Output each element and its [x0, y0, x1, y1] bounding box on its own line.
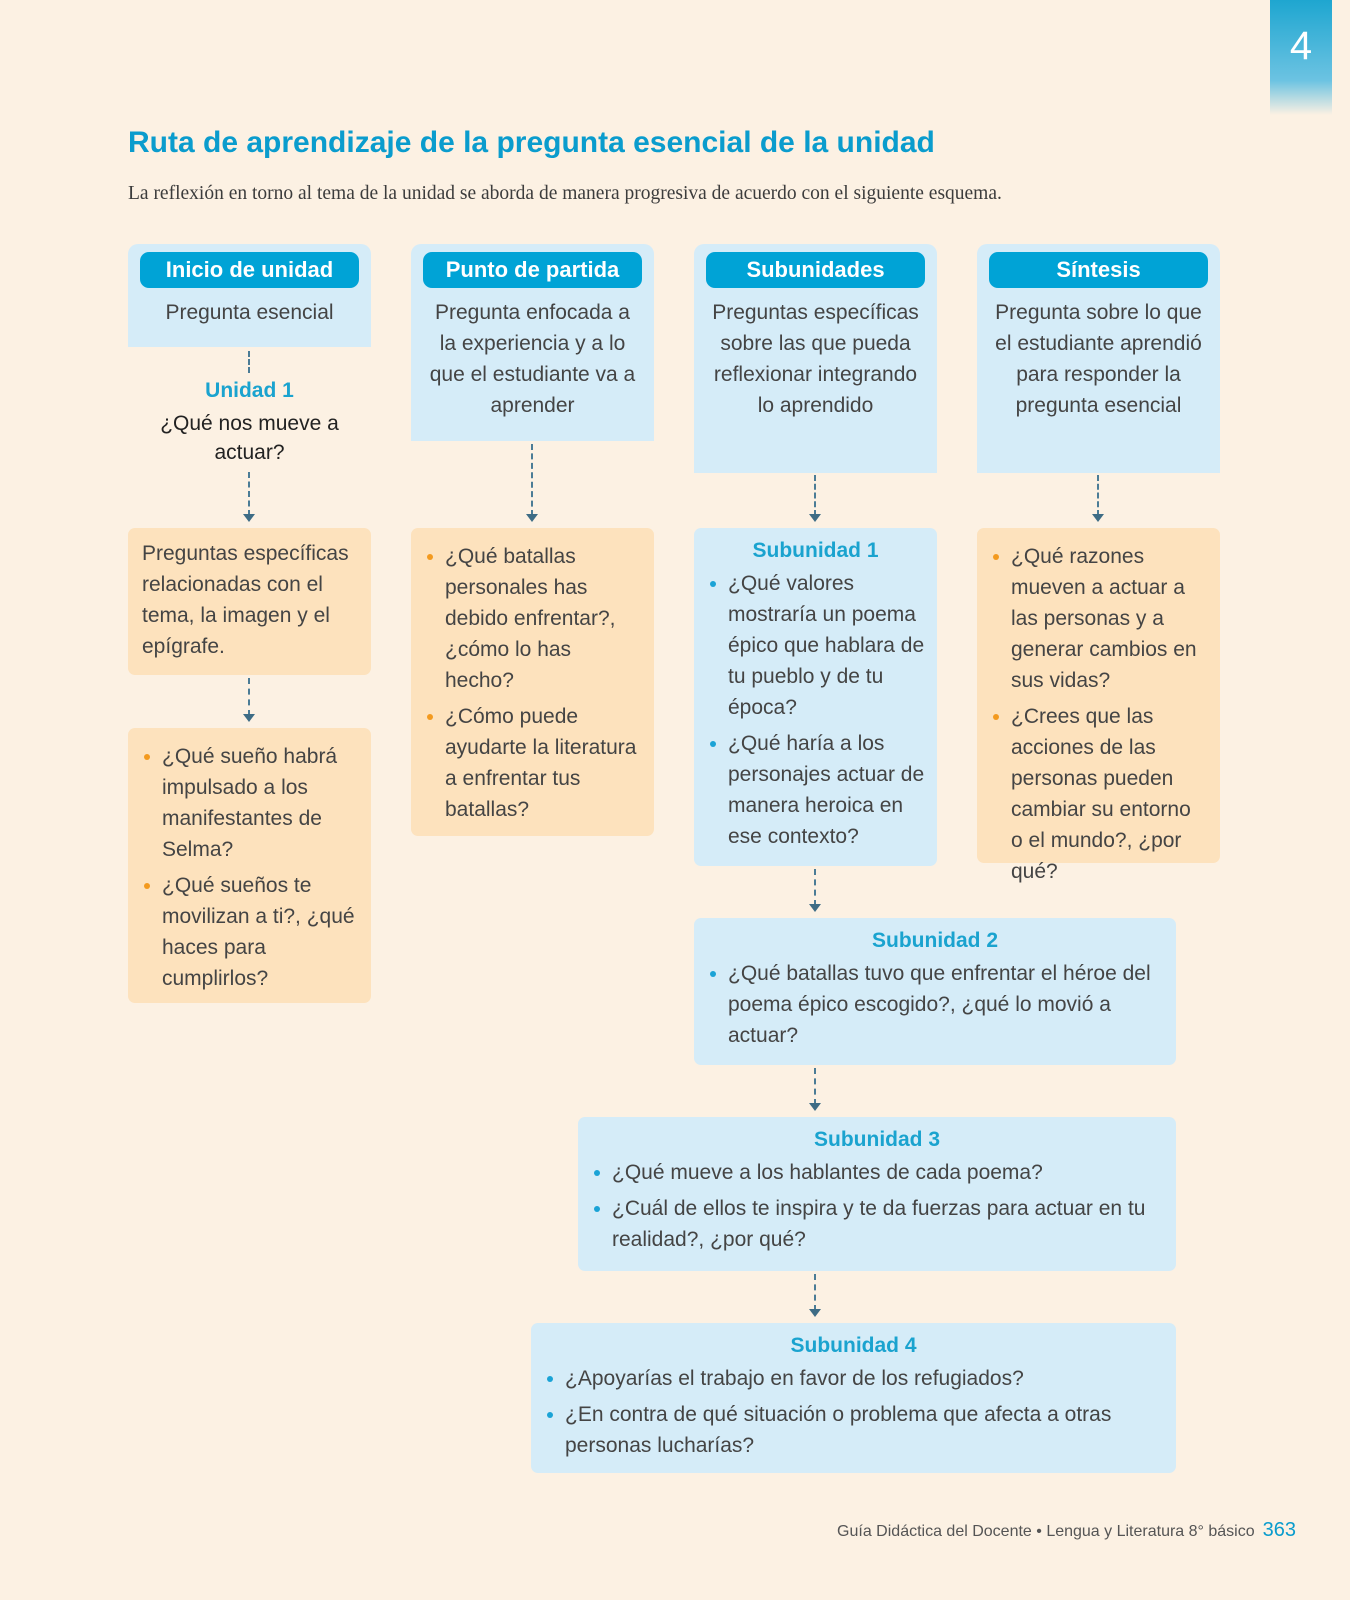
subunidad-1-list	[694, 565, 937, 852]
pill-partida: Punto de partida	[423, 252, 642, 288]
list-item: ¿Crees que las acciones de las personas pueden cambiar su entorno o el mundo?, ¿por qué?	[993, 701, 1208, 887]
subunidad-1-box	[694, 528, 937, 866]
inicio-question-list	[128, 728, 371, 994]
list-item: ¿Qué batallas tuvo que enfrentar el héroe del poema épico escogido?, ¿qué lo movió a actuar?	[710, 958, 1164, 1051]
inicio-specific-text: Preguntas específicas relacionadas con el tema, la imagen y el epígrafe.	[142, 542, 349, 658]
intro-text: La reflexión en torno al tema de la unidad se aborda de manera progresiva de acuerdo con el siguiente esquema.	[128, 183, 1002, 204]
subunidad-1-title: Subunidad 1	[752, 539, 879, 562]
inicio-specific-box	[128, 528, 371, 675]
list-item: ¿Cuál de ellos te inspira y te da fuerzas para actuar en tu realidad?, ¿por qué?	[594, 1193, 1164, 1255]
footer-text: Guía Didáctica del Docente • Lengua y Literatura 8° básico	[837, 1523, 1255, 1540]
subunidad-2-list	[694, 955, 1176, 1051]
connector-arrow	[526, 444, 538, 522]
list-item: ¿Qué valores mostraría un poema épico que hablara de tu pueblo y de tu época?	[710, 568, 925, 723]
pill-sintesis: Síntesis	[989, 252, 1208, 288]
list-item: ¿Qué batallas personales has debido enfrentar?, ¿cómo lo has hecho?	[427, 541, 642, 696]
subunidad-3-list	[578, 1154, 1176, 1255]
column-header-subunidades	[694, 244, 937, 473]
list-item: ¿Qué mueve a los hablantes de cada poema?	[594, 1157, 1164, 1188]
subunidad-3-box	[578, 1117, 1176, 1271]
connector-arrow	[243, 678, 255, 722]
subunidad-4-list	[531, 1360, 1176, 1461]
list-item: ¿Qué haría a los personajes actuar de manera heroica en ese contexto?	[710, 728, 925, 852]
column-header-inicio	[128, 244, 371, 347]
connector-arrow	[809, 869, 821, 912]
unidad-question: ¿Qué nos mueve a actuar?	[160, 412, 339, 464]
subunidad-3-title: Subunidad 3	[814, 1128, 940, 1151]
page-number: 363	[1262, 1519, 1296, 1541]
partida-question-list	[411, 528, 654, 825]
partida-questions-box	[411, 528, 654, 836]
header-desc-inicio: Pregunta esencial	[165, 301, 334, 324]
arrow-down-icon	[809, 904, 821, 912]
page-title: Ruta de aprendizaje de la pregunta esencial de la unidad	[128, 126, 935, 159]
footer	[837, 1519, 1296, 1542]
arrow-down-icon	[526, 514, 538, 522]
arrow-down-icon	[243, 514, 255, 522]
pill-subunidades: Subunidades	[706, 252, 925, 288]
subunidad-2-title: Subunidad 2	[872, 929, 998, 952]
column-header-partida	[411, 244, 654, 441]
arrow-down-icon	[243, 714, 255, 722]
subunidad-4-box	[531, 1323, 1176, 1473]
connector-arrow	[809, 475, 821, 522]
connector-arrow	[809, 1068, 821, 1111]
list-item: ¿Qué sueños te movilizan a ti?, ¿qué haces para cumplirlos?	[144, 870, 359, 994]
subunidad-4-title: Subunidad 4	[790, 1334, 917, 1357]
arrow-down-icon	[809, 514, 821, 522]
arrow-down-icon	[809, 1103, 821, 1111]
inicio-questions-box	[128, 728, 371, 1003]
unidad-title: Unidad 1	[205, 379, 294, 402]
list-item: ¿Qué sueño habrá impulsado a los manifestantes de Selma?	[144, 741, 359, 865]
pill-inicio: Inicio de unidad	[140, 252, 359, 288]
column-header-sintesis	[977, 244, 1220, 473]
sintesis-question-list	[977, 528, 1220, 887]
list-item: ¿Cómo puede ayudarte la literatura a enfrentar tus batallas?	[427, 701, 642, 825]
arrow-down-icon	[809, 1309, 821, 1317]
header-desc-sintesis: Pregunta sobre lo que el estudiante aprendió para responder la pregunta esencial	[995, 301, 1202, 417]
list-item: ¿Qué razones mueven a actuar a las personas y a generar cambios en sus vidas?	[993, 541, 1208, 696]
header-desc-subunidades: Preguntas específicas sobre las que pueda reflexionar integrando lo aprendido	[712, 301, 919, 417]
subunidad-2-box	[694, 918, 1176, 1065]
connector-dashed-line	[243, 351, 255, 379]
list-item: ¿Apoyarías el trabajo en favor de los refugiados?	[547, 1363, 1164, 1394]
connector-arrow	[1092, 475, 1104, 522]
sintesis-questions-box	[977, 528, 1220, 883]
connector-arrow	[243, 472, 255, 522]
list-item: ¿En contra de qué situación o problema que afecta a otras personas lucharías?	[547, 1399, 1164, 1461]
connector-arrow	[809, 1274, 821, 1317]
chapter-tab: 4	[1270, 0, 1332, 115]
header-desc-partida: Pregunta enfocada a la experiencia y a lo que el estudiante va a aprender	[429, 301, 636, 417]
arrow-down-icon	[1092, 514, 1104, 522]
